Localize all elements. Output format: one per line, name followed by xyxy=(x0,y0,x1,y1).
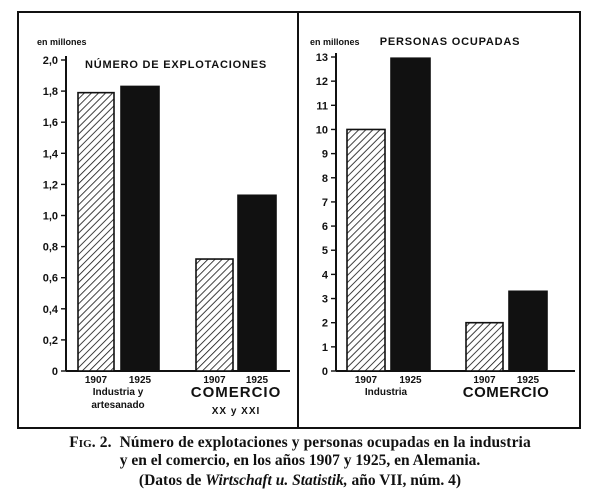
y-tick-label: 0 xyxy=(51,366,58,378)
y-tick-label: 10 xyxy=(315,124,328,137)
x-year-label: 1925 xyxy=(516,375,540,386)
y-tick-label: 0,4 xyxy=(42,303,58,316)
caption-source-title: Wirtschaft u. Statistik, xyxy=(205,472,348,489)
y-tick-label: 0,8 xyxy=(42,241,58,254)
chart-title: PERSONAS OCUPADAS xyxy=(379,36,521,48)
y-tick-label: 0,2 xyxy=(42,334,58,347)
y-tick-label: 6 xyxy=(321,221,328,234)
caption-line-2 xyxy=(0,452,600,470)
bar xyxy=(509,291,547,371)
bar xyxy=(196,259,233,371)
x-year-label: 1907 xyxy=(84,375,108,386)
bar xyxy=(391,58,430,371)
group-label: COMERCIO xyxy=(462,384,550,401)
caption-line-1 xyxy=(0,434,600,452)
x-year-label: 1925 xyxy=(399,375,422,386)
y-tick-label: 9 xyxy=(321,148,328,161)
y-tick-label: 1,2 xyxy=(42,179,58,192)
y-tick-label: 3 xyxy=(321,293,328,306)
figure-label: Fig. 2. xyxy=(69,434,112,451)
x-year-label: 1925 xyxy=(245,375,269,386)
y-tick-label: 8 xyxy=(321,172,328,185)
y-tick-label: 12 xyxy=(315,76,328,89)
y-tick-label: 1,0 xyxy=(42,210,58,223)
y-tick-label: 13 xyxy=(315,52,328,64)
x-year-label: 1907 xyxy=(203,375,226,386)
y-tick-label: 2,0 xyxy=(42,55,58,67)
y-tick-label: 5 xyxy=(321,245,328,258)
chart-title: NÚMERO DE EXPLOTACIONES xyxy=(85,59,267,71)
group-label: artesanado xyxy=(91,400,145,411)
bar xyxy=(466,323,503,371)
bar xyxy=(78,93,114,371)
y-tick-label: 7 xyxy=(321,196,328,209)
bar xyxy=(238,195,276,371)
group-label: Industria xyxy=(364,387,408,398)
group-label: Industria y xyxy=(92,387,144,398)
y-tick-label: 4 xyxy=(321,269,328,282)
unit-label: en millones xyxy=(37,37,87,47)
x-year-label: 1907 xyxy=(354,375,378,386)
caption-line-3 xyxy=(0,472,600,490)
y-tick-label: 0 xyxy=(321,366,328,378)
chart-panel-personas xyxy=(310,36,575,401)
caption-source-pre: (Datos de xyxy=(138,472,202,489)
caption-source-post: año VII, núm. 4) xyxy=(351,472,462,489)
caption-text-2: y en el comercio, en los años 1907 y 1925, en Alemania. xyxy=(119,452,481,469)
group-label: XX y XXI xyxy=(211,406,261,417)
x-year-label: 1907 xyxy=(473,375,496,386)
group-label: COMERCIO xyxy=(190,384,282,401)
y-tick-label: 11 xyxy=(316,100,328,113)
unit-label: en millones xyxy=(310,37,360,47)
y-tick-label: 1,8 xyxy=(42,86,58,99)
y-tick-label: 1,4 xyxy=(42,148,58,161)
y-tick-label: 1 xyxy=(321,341,328,354)
y-tick-label: 2 xyxy=(321,317,328,330)
chart-panel-explotaciones xyxy=(37,37,290,417)
caption-text-1: Número de explotaciones y personas ocupadas en la industria xyxy=(119,434,531,451)
y-tick-label: 1,6 xyxy=(42,117,58,130)
x-year-label: 1925 xyxy=(128,375,152,386)
bar xyxy=(347,129,385,371)
y-tick-label: 0,6 xyxy=(42,272,58,285)
bar xyxy=(121,86,159,371)
